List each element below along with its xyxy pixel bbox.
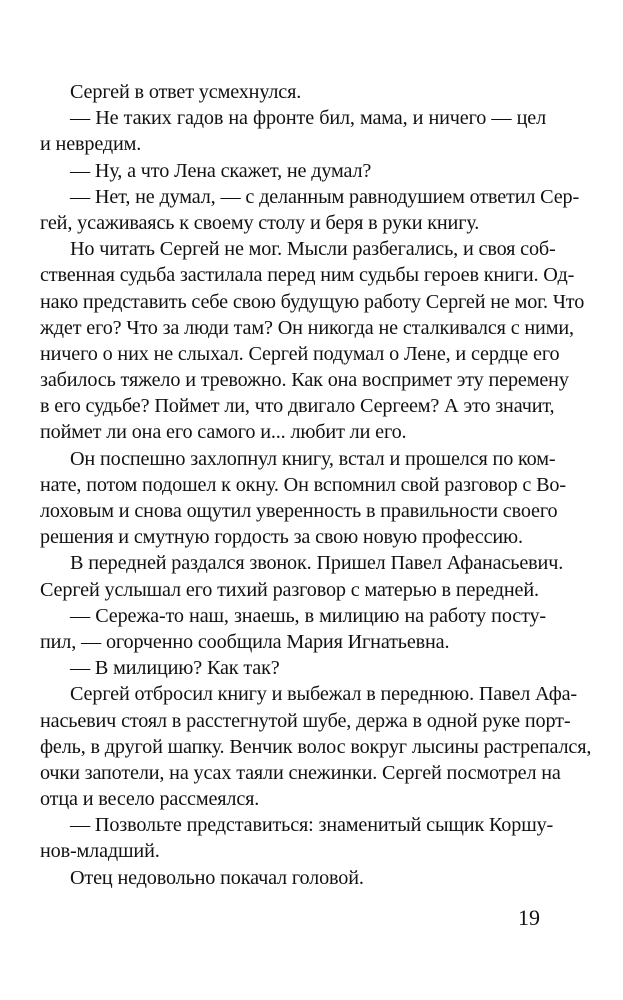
- text-line: нате, потом подошел к окну. Он вспомнил свой разговор с Во-: [40, 473, 566, 496]
- text-line: отца и весело рассмеялся.: [40, 788, 260, 811]
- text-line: забилось тяжело и тревожно. Как она воспримет эту перемену: [40, 369, 569, 392]
- text-line: Отец недовольно покачал головой.: [70, 866, 364, 889]
- text-line: В передней раздался звонок. Пришел Павел Афанасьевич.: [70, 552, 564, 575]
- text-line: пил, — огорченно сообщила Мария Игнатьевна.: [40, 630, 450, 653]
- text-line: поймет ли она его самого и... любит ли его.: [40, 421, 407, 444]
- text-line: ничего о них не слыхал. Сергей подумал о Лене, и сердце его: [40, 342, 560, 365]
- text-line: и невредим.: [40, 133, 142, 156]
- text-line: — Позвольте представиться: знаменитый сыщик Коршу-: [70, 814, 554, 837]
- text-line: Он поспешно захлопнул книгу, встал и прошелся по ком-: [70, 447, 556, 470]
- text-line: очки запотели, на усах таяли снежинки. Сергей посмотрел на: [40, 761, 561, 784]
- text-line: гей, усаживаясь к своему столу и беря в руки книгу.: [40, 211, 480, 234]
- text-line: Сергей услышал его тихий разговор с матерью в передней.: [40, 578, 539, 601]
- text-line: Но читать Сергей не мог. Мысли разбегались, и своя соб-: [70, 238, 556, 261]
- text-line: в его судьбе? Поймет ли, что двигало Сергеем? А это значит,: [40, 395, 555, 418]
- text-line: Сергей отбросил книгу и выбежал в переднюю. Павел Афа-: [70, 683, 578, 706]
- page-number: 19: [518, 905, 540, 930]
- page-body: [40, 79, 592, 891]
- text-line: нов-младший.: [40, 840, 160, 863]
- text-line: — Сережа-то наш, знаешь, в милицию на работу посту-: [70, 604, 546, 627]
- text-line: — Нет, не думал, — с деланным равнодушием ответил Сер-: [70, 185, 580, 208]
- text-line: насьевич стоял в расстегнутой шубе, держа в одной руке порт-: [40, 709, 571, 732]
- text-line: нако представить себе свою будущую работу Сергей не мог. Что: [40, 290, 585, 313]
- text-line: ждет его? Что за люди там? Он никогда не сталкивался с ними,: [40, 316, 574, 339]
- text-line: ственная судьба застилала перед ним судьбы героев книги. Од-: [40, 264, 575, 287]
- text-line: — Не таких гадов на фронте бил, мама, и ничего — цел: [70, 107, 546, 130]
- text-line: фель, в другой шапку. Венчик волос вокруг лысины растрепался,: [40, 735, 592, 758]
- text-line: — Ну, а что Лена скажет, не думал?: [70, 159, 372, 182]
- text-line: лоховым и снова ощутил уверенность в правильности своего: [40, 500, 558, 522]
- text-line: — В милицию? Как так?: [70, 657, 280, 680]
- text-line: решения и смутную гордость за свою новую профессию.: [40, 526, 523, 549]
- text-line: Сергей в ответ усмехнулся.: [70, 81, 302, 103]
